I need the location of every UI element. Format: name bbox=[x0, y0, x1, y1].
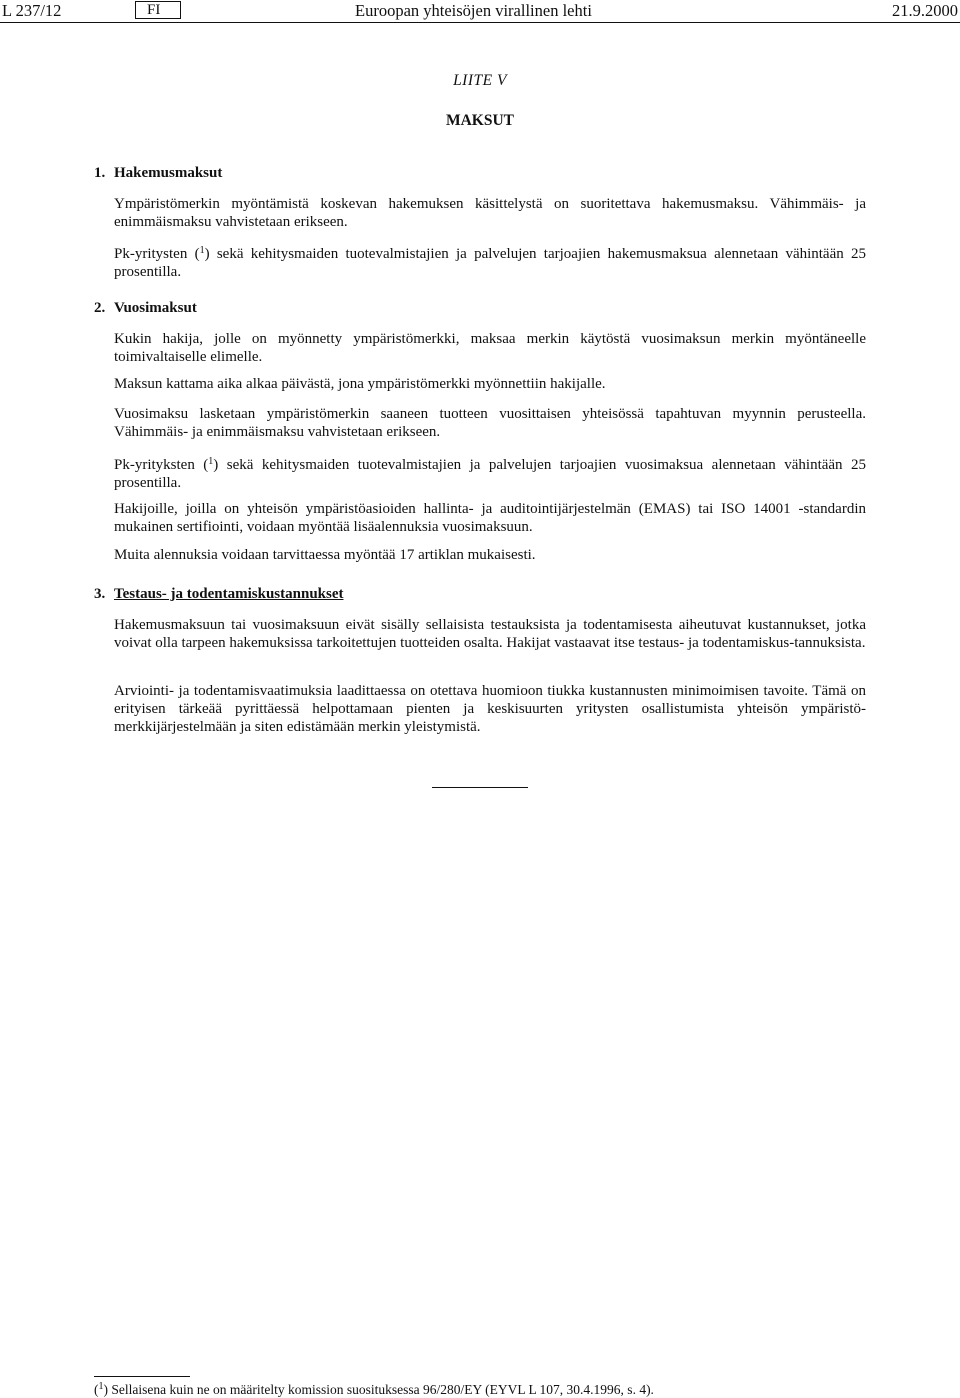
footnote-ref: 1 bbox=[208, 456, 214, 467]
journal-title: Euroopan yhteisöjen virallinen lehti bbox=[355, 1, 592, 20]
section-title: Hakemusmaksut bbox=[114, 165, 223, 181]
paragraph: Hakemusmaksuun tai vuosimaksuun eivät sisälly sellaisista testauksista ja todentamisesta aiheutuvat kustannukset, jotka voivat olla tarpeen hakemuksissa tarkoitettujen tuotteiden osalta. Hakijat vastaavat itse testaus- ja todentamiskus-tannuksista. bbox=[114, 617, 866, 651]
page-reference: L 237/12 bbox=[2, 1, 62, 20]
paragraph: Pk-yrityksten ($^1$) sekä kehitysmaiden tuotevalmistajien ja palvelujen tarjoajien vuosimaksua alennetaan vähintään 25 prosentilla. bbox=[114, 456, 867, 491]
paragraph: Ympäristömerkin myöntämistä koskevan hakemuksen käsittelystä on suoritettava hakemusmaksu. Vähimmäis- ja enimmäismaksu vahvistetaan erikseen. bbox=[114, 196, 866, 230]
paragraph: Kukin hakija, jolle on myönnetty ympäristömerkki, maksaa merkin käytöstä vuosimaksun merkin myöntäneelle toimivaltaiselle elimelle. bbox=[114, 331, 866, 365]
header-rule bbox=[0, 22, 960, 23]
publication-date: 21.9.2000 bbox=[892, 1, 958, 20]
section-number: 2. bbox=[94, 300, 106, 316]
paragraph: Arviointi- ja todentamisvaatimuksia laadittaessa on otettava huomioon tiukka kustannusten minimoimisen tavoite. Tämä on erityisen tärkeää pyrittäessä helpottamaan pienten ja keskisuurten yritysten osallistumista yhteisön ympäristö-merkkijärjestelmään ja siten edistämään merkin yleistymistä. bbox=[114, 683, 866, 735]
footnote-ref: 1 bbox=[199, 245, 205, 256]
section-heading-1 bbox=[94, 165, 222, 182]
document-title: MAKSUT bbox=[445, 112, 515, 129]
section-number: 1. bbox=[94, 165, 106, 181]
journal-header bbox=[0, 0, 960, 22]
annex-label: LIITE V bbox=[453, 72, 507, 89]
section-title: Testaus- ja todentamiskustannukset bbox=[114, 586, 344, 602]
language-code-box: FI bbox=[135, 1, 181, 19]
paragraph: Hakijoille, joilla on yhteisön ympäristöasioiden hallinta- ja auditointijärjestelmän (EMAS) tai ISO 14001 -standardin mukainen sertifiointi, voidaan myöntää lisäalennuksia vuosimaksuun. bbox=[114, 501, 866, 535]
section-title: Vuosimaksut bbox=[114, 300, 197, 316]
footnote-marker: 1 bbox=[98, 1381, 104, 1392]
paragraph: Muita alennuksia voidaan tarvittaessa myöntää 17 artiklan mukaisesti. bbox=[114, 547, 536, 563]
end-rule bbox=[432, 787, 528, 788]
section-heading-2 bbox=[94, 300, 197, 317]
footnote-rule bbox=[94, 1376, 190, 1377]
section-heading-3 bbox=[94, 586, 344, 603]
paragraph: Maksun kattama aika alkaa päivästä, jona ympäristömerkki myönnettiin hakijalle. bbox=[114, 376, 606, 392]
footnote: ($^1$) Sellaisena kuin ne on määritelty komission suosituksessa 96/280/EY (EYVL L 107, 30.4.1996, s. 4). bbox=[94, 1381, 654, 1397]
paragraph: Pk-yritysten ($^1$) sekä kehitysmaiden tuotevalmistajien ja palvelujen tarjoajien hakemusmaksua alennetaan vähintään 25 prosentilla. bbox=[114, 245, 866, 280]
section-number: 3. bbox=[94, 586, 106, 602]
paragraph: Vuosimaksu lasketaan ympäristömerkin saaneen tuotteen vuosittaisen yhteisössä tapahtuvan myynnin perusteella. Vähimmäis- ja enimmäismaksu vahvistetaan erikseen. bbox=[114, 406, 866, 440]
